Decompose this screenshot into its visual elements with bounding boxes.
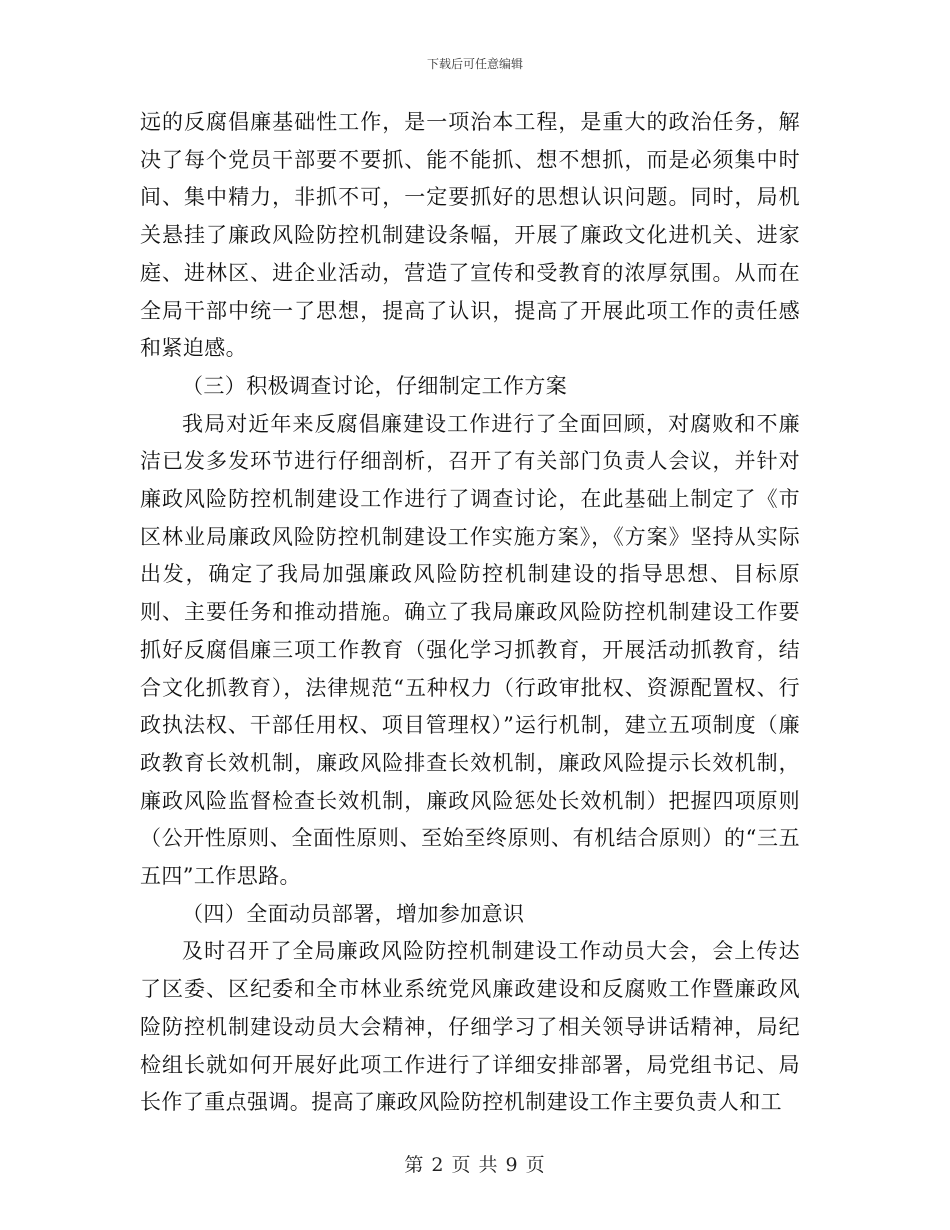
section-heading-3: （三）积极调查讨论，仔细制定工作方案 xyxy=(182,373,568,398)
document-body xyxy=(140,104,800,1122)
paragraph-continuation: 远的反腐倡廉基础性工作，是一项治本工程，是重大的政治任务，解决了每个党员干部要不要抓、能不能抓、想不想抓，而是必须集中时间、集中精力，非抓不可，一定要抓好的思想认识问题。同时，局机关悬挂了廉政风险防控机制建设条幅，开展了廉政文化进机关、进家庭、进林区、进企业活动，营造了宣传和受教育的浓厚氛围。从而在全局干部中统一了思想，提高了认识，提高了开展此项工作的责任感和紧迫感。 xyxy=(140,110,800,361)
page-number-footer: 第 2 页 共 9 页 xyxy=(404,1154,546,1176)
paragraph-mobilization: 及时召开了全局廉政风险防控机制建设工作动员大会，会上传达了区委、区纪委和全市林业系统党风廉政建设和反腐败工作暨廉政风险防控机制建设动员大会精神，仔细学习了相关领导讲话精神，局纪检组长就如何开展好此项工作进行了详细安排部署，局党组书记、局长作了重点强调。提高了廉政风险防控机制建设工作主要负责人和工 xyxy=(140,939,800,1115)
section-heading-4: （四）全面动员部署，增加参加意识 xyxy=(182,901,525,926)
paragraph-work-plan: 我局对近年来反腐倡廉建设工作进行了全面回顾，对腐败和不廉洁已发多发环节进行仔细剖析，召开了有关部门负责人会议，并针对廉政风险防控机制建设工作进行了调查讨论，在此基础上制定了《市区林业局廉政风险防控机制建设工作实施方案》，《方案》坚持从实际出发，确定了我局加强廉政风险防控机制建设的指导思想、目标原则、主要任务和推动措施。确立了我局廉政风险防控机制建设工作要抓好反腐倡廉三项工作教育（强化学习抓教育，开展活动抓教育，结合文化抓教育），法律规范“五种权力（行政审批权、资源配置权、行政执法权、干部任用权、项目管理权）”运行机制，建立五项制度（廉政教育长效机制，廉政风险排查长效机制，廉政风险提示长效机制，廉政风险监督检查长效机制，廉政风险惩处长效机制）把握四项原则（公开性原则、全面性原则、至始至终原则、有机结合原则）的“三五五四”工作思路。 xyxy=(140,411,800,889)
page-header: 下载后可任意编辑 xyxy=(426,57,523,71)
